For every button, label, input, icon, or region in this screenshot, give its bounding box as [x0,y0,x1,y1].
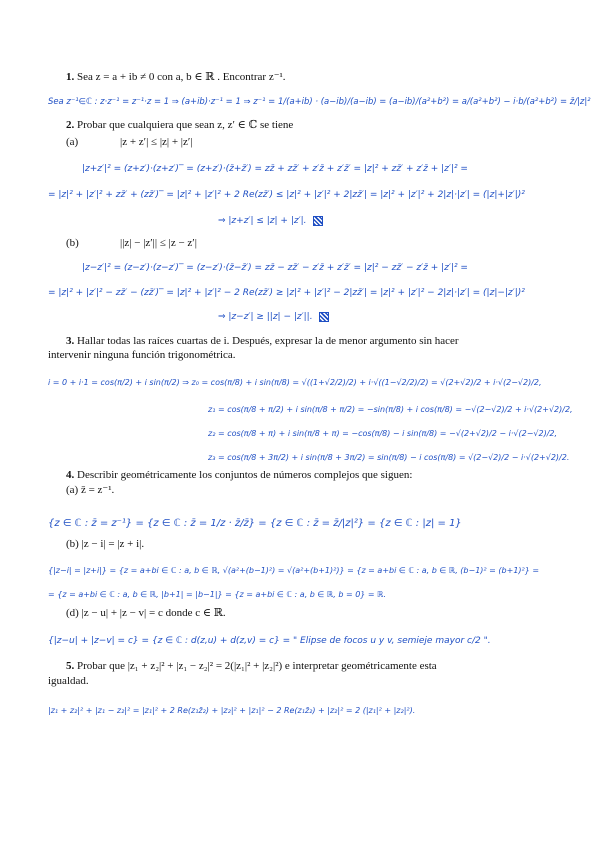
problem-1-number: 1. [66,71,75,83]
problem-4-text: Describir geométricamente los conjuntos de números complejos que siguen: [77,469,413,481]
problem-5-number: 5. [66,660,75,672]
problem-4b-solution-line-2: = {z = a+bi ∈ ℂ : a, b ∈ ℝ, |b+1| = |b−1|} = {z = a+bi ∈ ℂ : a, b ∈ ℝ, b = 0} = ℝ. [48,590,387,599]
problem-2a-line-1: |z+z′|² = (z+z′)·(z+z′)‾ = (z+z′)·(z̄+z̄′) = zz̄ + zz̄′ + z′z̄ + z′z̄′ = |z|² + zz̄′ + z′z̄ + |z′|² = [82,164,468,174]
problem-2b-conclusion [218,311,329,323]
problem-1-solution: Sea z⁻¹∈ℂ : z·z⁻¹ = z⁻¹·z = 1 ⇒ (a+ib)·z⁻¹ = 1 ⇒ z⁻¹ = 1/(a+ib) · (a−ib)/(a−ib) = (a−ib)/(a²+b²) = a/(a²+b²) − i·b/(a²+b²) = z̄/|z|² [48,96,591,106]
problem-3-root-z3: z₃ = cos(π/8 + 3π/2) + i sin(π/8 + 3π/2) = sin(π/8) − i cos(π/8) = √(2−√2)/2 − i·√(2+√2)/2. [208,453,570,462]
qed-box-icon [319,312,329,322]
problem-2a-label: (a) [66,136,79,148]
problem-2a-conclusion [218,215,323,227]
problem-5-statement-line-2: igualdad. [48,675,89,687]
problem-1-text: Sea z = a + ib ≠ 0 con a, b ∈ ℝ . Encontrar z⁻¹. [77,71,286,83]
problem-2b-label: (b) [66,237,79,249]
problem-4-number: 4. [66,469,75,481]
problem-2a-conclusion-text: ⇒ |z+z′| ≤ |z| + |z′|. [218,216,307,226]
problem-4b-heading: (b) |z − i| = |z + i|. [66,538,145,550]
problem-5-solution: |z₁ + z₂|² + |z₁ − z₂|² = |z₁|² + 2 Re(z₁z̄₂) + |z₂|² + |z₁|² − 2 Re(z₁z̄₂) + |z₂|² = 2 (|z₁|² + |z₂|²). [48,706,416,715]
problem-3-statement-line-1 [66,335,459,348]
problem-1-statement [66,71,286,84]
problem-4b-solution-line-1: {|z−i| = |z+i|} = {z = a+bi ∈ ℂ : a, b ∈ ℝ, √(a²+(b−1)²) = √(a²+(b+1)²)} = {z = a+bi ∈ ℂ : a, b ∈ ℝ, (b−1)² = (b+1)²} = [48,566,540,575]
problem-4d-solution: {|z−u| + |z−v| = c} = {z ∈ ℂ : d(z,u) + d(z,v) = c} = " Elipse de focos u y v, semieje mayor c/2 ". [48,636,491,646]
problem-2b-line-2: = |z|² + |z′|² − zz̄′ − (zz̄′)‾ = |z|² + |z′|² − 2 Re(zz̄′) ≥ |z|² + |z′|² − 2|zz̄′| = |z|² + |z′|² − 2|z|·|z′| = (|z|−|z′|)² [48,288,525,298]
problem-2b-expression: ||z| − |z′|| ≤ |z − z′| [120,237,197,249]
qed-box-icon [313,216,323,226]
problem-2b-line-1: |z−z′|² = (z−z′)·(z−z′)‾ = (z−z′)·(z̄−z̄′) = zz̄ − zz̄′ − z′z̄ + z′z̄′ = |z|² − zz̄′ − z′z̄ + |z′|² = [82,263,468,273]
problem-2-statement [66,119,293,132]
problem-2b-conclusion-text: ⇒ |z−z′| ≥ ||z| − |z′||. [218,312,313,322]
problem-4a-heading: (a) z̄ = z⁻¹. [66,484,115,496]
problem-4d-heading: (d) |z − u| + |z − v| = c donde c ∈ ℝ. [66,607,226,619]
problem-3-root-z2: z₂ = cos(π/8 + π) + i sin(π/8 + π) = −cos(π/8) − i sin(π/8) = −√(2+√2)/2 − i·√(2−√2)/2, [208,429,558,438]
problem-3-number: 3. [66,335,75,347]
problem-2-number: 2. [66,119,75,131]
problem-3-root-z0: i = 0 + i·1 = cos(π/2) + i sin(π/2) ⇒ z₀ = cos(π/8) + i sin(π/8) = √((1+√2/2)/2) + i·√((1−√2/2)/2) = √(2+√2)/2 + i·√(2−√2)/2, [48,378,542,387]
problem-3-text-1: Hallar todas las raíces cuartas de i. Después, expresar la de menor argumento sin hacer [77,335,459,347]
problem-3-root-z1: z₁ = cos(π/8 + π/2) + i sin(π/8 + π/2) = −sin(π/8) + i cos(π/8) = −√(2−√2)/2 + i·√(2+√2)/2, [208,405,573,414]
problem-4-statement [66,469,412,482]
problem-5-statement-line-1 [66,660,437,673]
problem-4a-solution: {z ∈ ℂ : z̄ = z⁻¹} = {z ∈ ℂ : z̄ = 1/z · z̄/z̄} = {z ∈ ℂ : z̄ = z̄/|z|²} = {z ∈ ℂ : |z| = 1} [48,518,462,529]
problem-2a-line-2: = |z|² + |z′|² + zz̄′ + (zz̄′)‾ = |z|² + |z′|² + 2 Re(zz̄′) ≤ |z|² + |z′|² + 2|zz̄′| = |z|² + |z′|² + 2|z|·|z′| = (|z|+|z′|)² [48,190,525,200]
problem-5-text-1: Probar que |z₁ + z₂|² + |z₁ − z₂|² = 2(|z₁|² + |z₂|²) e interpretar geométricamente esta [77,660,437,672]
problem-2-text: Probar que cualquiera que sean z, z′ ∈ ℂ se tiene [77,119,294,131]
problem-2a-expression: |z + z′| ≤ |z| + |z′| [120,136,193,148]
problem-3-statement-line-2: intervenir ninguna función trigonométrica. [48,349,236,361]
